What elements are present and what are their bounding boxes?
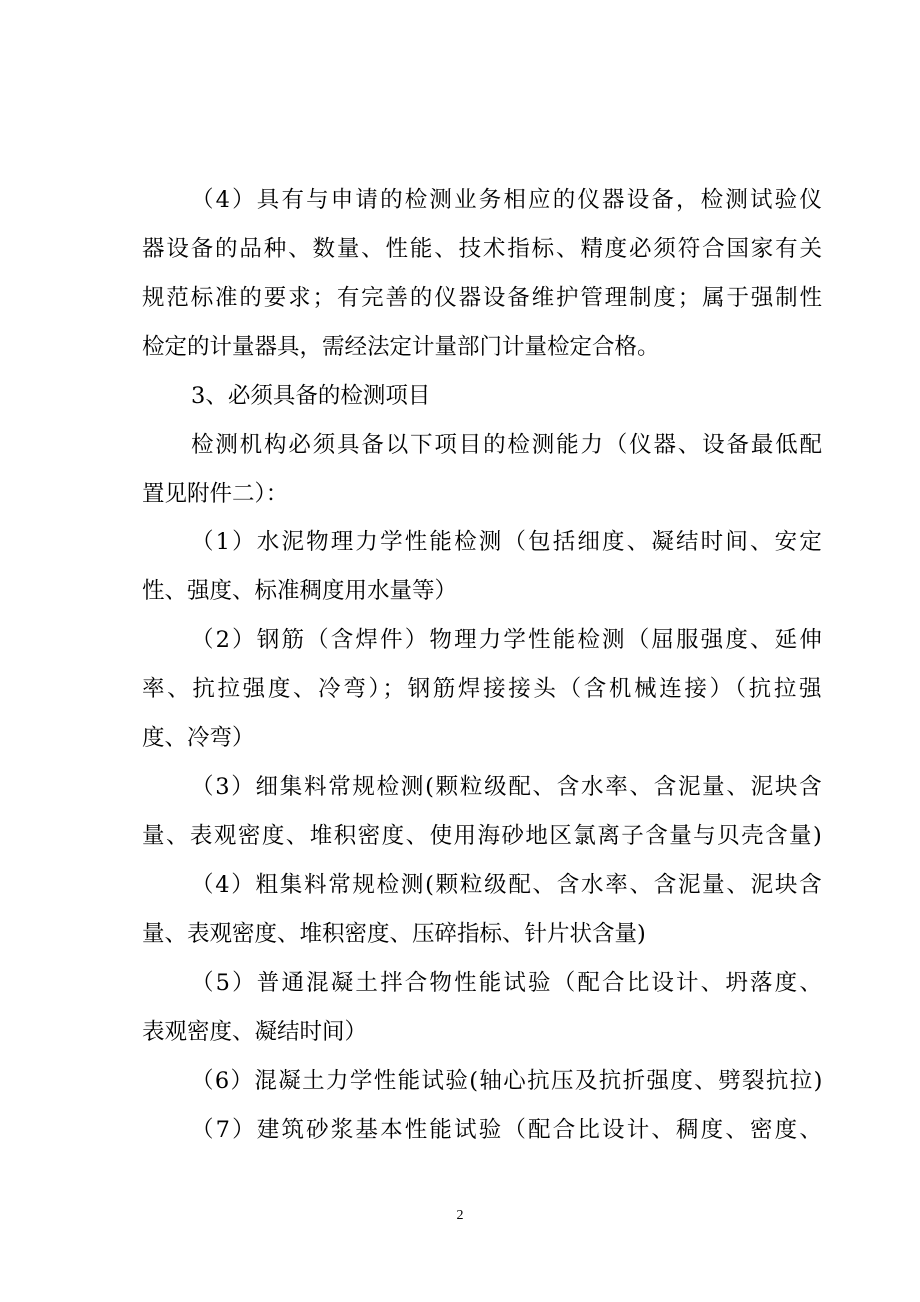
text-line-content: 3、必须具备的检测项目 [191, 383, 431, 409]
text-line-content: （6）混凝土力学性能试验(轴心抗压及抗折强度、劈裂抗拉) [191, 1068, 824, 1094]
text-line-content: （4）具有与申请的检测业务相应的仪器设备，检测试验仪 [191, 187, 824, 213]
text-line-content: 性、强度、标准稠度用水量等） [142, 578, 458, 604]
text-line-content: 量、表观密度、堆积密度、使用海砂地区氯离子含量与贝壳含量) [142, 823, 824, 849]
text-line-content: 检测机构必须具备以下项目的检测能力（仪器、设备最低配 [191, 432, 824, 458]
page-number: 2 [456, 1208, 464, 1223]
text-line-content: 率、抗拉强度、冷弯）；钢筋焊接接头（含机械连接）（抗拉强 [142, 676, 825, 702]
text-line-content: （7）建筑砂浆基本性能试验（配合比设计、稠度、密度、 [191, 1117, 824, 1143]
text-line-content: 表观密度、凝结时间） [142, 1019, 368, 1045]
text-line-content: （2）钢筋（含焊件）物理力学性能检测（屈服强度、延伸 [191, 627, 824, 653]
text-line-content: （4）粗集料常规检测(颗粒级配、含水率、含泥量、泥块含 [191, 872, 824, 898]
text-line-content: 度、冷弯） [142, 725, 255, 751]
text-line-content: 检定的计量器具，需经法定计量部门计量检定合格。 [142, 334, 660, 360]
text-line-content: 规范标准的要求；有完善的仪器设备维护管理制度；属于强制性 [142, 285, 824, 311]
text-line-content: （1）水泥物理力学性能检测（包括细度、凝结时间、安定 [191, 529, 824, 555]
text-line-content: （3）细集料常规检测(颗粒级配、含水率、含泥量、泥块含 [191, 774, 824, 800]
text-line-content: 置见附件二）： [142, 481, 289, 507]
text-line-content: 量、表观密度、堆积密度、压碎指标、针片状含量) [142, 921, 646, 947]
text-line-content: 器设备的品种、数量、性能、技术指标、精度必须符合国家有关 [142, 236, 824, 262]
text-line-content: （5）普通混凝土拌合物性能试验（配合比设计、坍落度、 [191, 970, 824, 996]
